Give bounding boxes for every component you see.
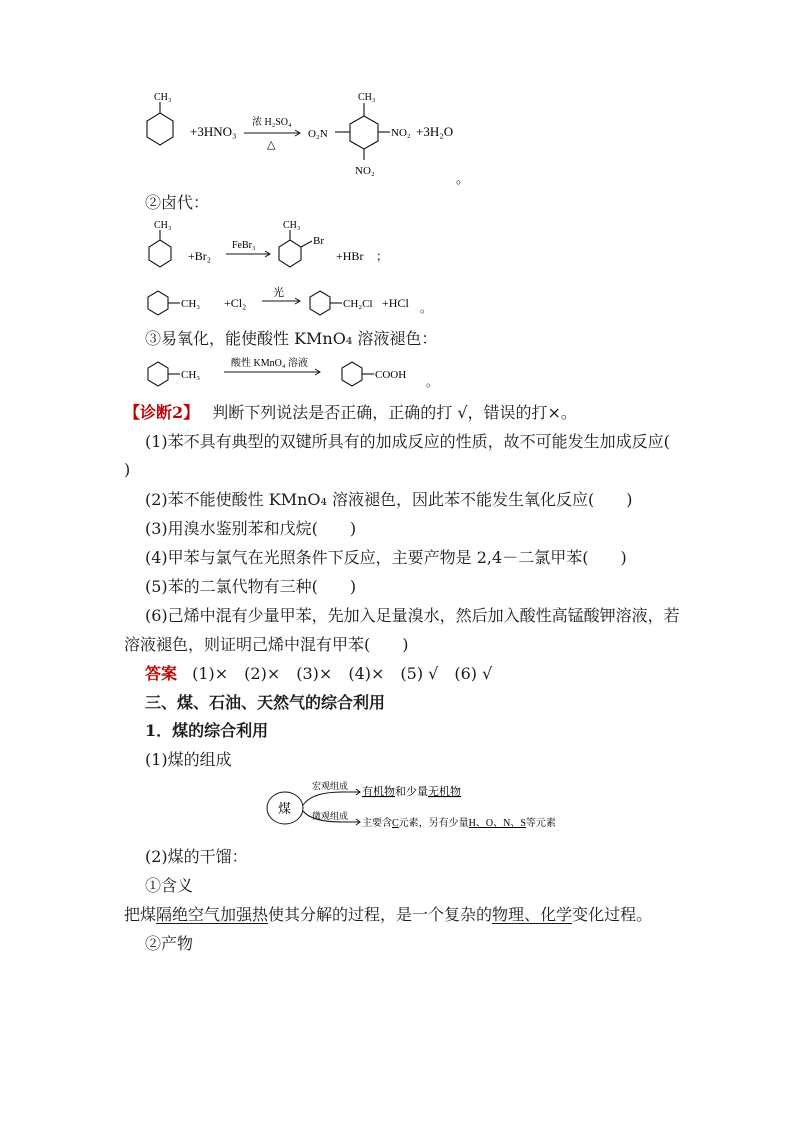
statement-1: (1)苯不具有典型的双键所具有的加成反应的性质，故不可能发生加成反应(	[145, 432, 670, 451]
statement-1-close: )	[124, 460, 131, 479]
end-mark: 。	[420, 301, 433, 315]
coal-composition-title: (1)煤的组成	[145, 750, 232, 769]
statement-3: (3)用溴水鉴别苯和戊烷( )	[145, 519, 357, 538]
coal-composition-diagram	[260, 778, 580, 838]
end-mark: 。	[456, 171, 470, 186]
subsection-heading: 1．煤的综合利用	[145, 721, 269, 740]
product-ch3-label: CH₃	[283, 220, 301, 231]
distillation-title: (2)煤的干馏：	[145, 847, 248, 866]
chlorination-reaction	[140, 282, 433, 318]
carbon-element: C	[392, 818, 399, 829]
end-mark: 。	[426, 375, 439, 389]
macro-branch-label: 宏观组成	[312, 781, 349, 791]
inorganic-matter: 无机物	[428, 786, 461, 798]
diagnosis-tag: 【诊断2】	[124, 403, 200, 422]
kmno4-condition: 酸性 KMnO₄ 溶液	[231, 358, 308, 369]
statement-5: (5)苯的二氯代物有三种( )	[145, 577, 357, 596]
tnt-ring	[335, 103, 390, 160]
organic-matter: 有机物	[362, 786, 395, 798]
hbr-byproduct: +HBr	[336, 249, 364, 263]
statement-2: (2)苯不能使酸性 KMnO₄ 溶液褪色，因此苯不能发生氧化反应( )	[145, 490, 633, 509]
diagnosis-line	[124, 402, 577, 424]
bromine-reagent: +Br₂	[188, 249, 211, 263]
br-label: Br	[313, 235, 324, 247]
end-mark: ；	[376, 249, 389, 263]
bromination-reaction	[140, 218, 400, 276]
toluene-ring	[147, 102, 173, 145]
answer-label: 答案	[145, 664, 178, 683]
ch3-label: CH₃	[181, 369, 201, 381]
coal-label: 煤	[278, 801, 292, 816]
oxidation-heading: ③易氧化，能使酸性 KMnO₄ 溶液褪色：	[145, 329, 438, 348]
water-product: +3H₂O	[416, 124, 454, 139]
oxidation-reaction	[140, 354, 440, 390]
sulfuric-acid-condition: 浓 H₂SO₄	[252, 117, 292, 128]
product-ch3-label: CH₃	[358, 92, 376, 103]
o2n-label: O₂N	[308, 128, 328, 140]
halogenation-heading: ②卤代：	[145, 193, 210, 212]
ch3-label: CH₃	[181, 298, 201, 310]
macro-result: 有机物和少量无机物	[362, 786, 461, 798]
micro-result: 主要含C元素，另有少量H、O、N、S等元素	[362, 818, 556, 829]
statement-6-cont: 溶液褪色，则证明己烯中混有甲苯( )	[124, 635, 409, 654]
ch2cl-label: CH₂Cl	[343, 298, 373, 310]
light-condition: 光	[273, 287, 284, 299]
cooh-label: COOH	[375, 369, 407, 381]
physical-change: 物理	[492, 905, 525, 924]
statement-6: (6)己烯中混有少量甲苯，先加入足量溴水，然后加入酸性高锰酸钾溶液，若	[145, 606, 680, 625]
chlorine-reagent: +Cl₂	[224, 296, 247, 310]
heat-symbol: △	[267, 139, 276, 151]
no2-bottom-label: NO₂	[355, 165, 375, 177]
nitric-acid-reagent: +3HNO₃	[190, 124, 237, 139]
febr3-catalyst: FeBr₃	[232, 240, 256, 251]
diagnosis-prompt: 判断下列说法是否正确，正确的打 √，错误的打×。	[212, 403, 577, 422]
isolate-air-heat: 隔绝空气加强热	[156, 905, 269, 924]
nitration-reaction	[140, 88, 480, 188]
ch3-label: CH₃	[154, 220, 172, 231]
ch3-label: CH₃	[154, 92, 172, 103]
meaning-text: 把煤隔绝空气加强热使其分解的过程，是一个复杂的物理、化学变化过程。	[124, 905, 653, 924]
statement-4: (4)甲苯与氯气在光照条件下反应，主要产物是 2,4－二氯甲苯( )	[145, 548, 627, 567]
answer-line	[145, 663, 492, 685]
chemical-change: 化学	[540, 905, 573, 924]
hcl-byproduct: +HCl	[382, 296, 409, 310]
other-elements: H、O、N、S	[468, 818, 526, 829]
products-heading: ②产物	[145, 934, 194, 953]
no2-right-label: NO₂	[391, 127, 411, 139]
micro-branch-label: 微观组成	[312, 811, 349, 821]
answer-text: (1)× (2)× (3)× (4)× (5) √ (6) √	[192, 664, 493, 683]
section-heading: 三、煤、石油、天然气的综合利用	[145, 693, 386, 712]
meaning-heading: ①含义	[145, 876, 194, 895]
